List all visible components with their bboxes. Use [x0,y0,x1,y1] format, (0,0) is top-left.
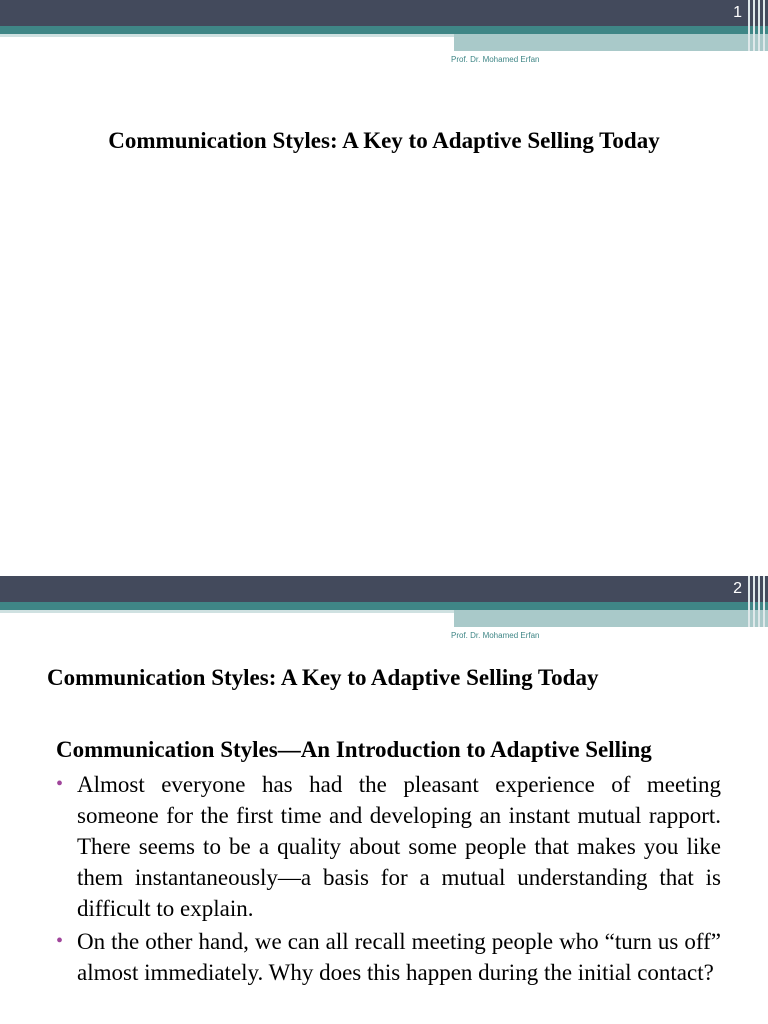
bullet-text: Almost everyone has had the pleasant experience of meeting someone for the first time and developing an instant mutual rapport. There seems to be a quality about some people that makes you like them instantaneously—a basis for a mutual understanding that is difficult to explain. [77,772,721,921]
bullet-dot-icon: • [56,773,64,795]
bullet-item [56,769,721,924]
bullet-list [56,769,721,990]
slide-number: 1 [733,4,742,21]
header-band-teal [0,602,768,610]
header-stripes-decoration [746,576,768,627]
header-band-dark [0,576,768,602]
slide-subtitle: Communication Styles—An Introduction to Adaptive Selling [56,737,652,762]
slide-2 [0,576,768,1024]
header-band-teal [0,26,768,34]
header-band-dark [0,0,768,26]
header-band-extension [454,610,768,627]
slide-title: Communication Styles: A Key to Adaptive Selling Today [108,128,660,153]
slide-title: Communication Styles: A Key to Adaptive Selling Today [47,665,599,690]
bullet-item [56,926,721,988]
author-label: Prof. Dr. Mohamed Erfan [451,55,540,64]
bullet-text: On the other hand, we can all recall meeting people who “turn us off” almost immediately. Why does this happen during the initial contact? [77,929,721,985]
bullet-dot-icon: • [56,930,64,952]
author-label: Prof. Dr. Mohamed Erfan [451,631,540,640]
header-stripes-decoration [746,0,768,51]
header-band-extension [454,34,768,51]
slide-number: 2 [733,580,742,597]
